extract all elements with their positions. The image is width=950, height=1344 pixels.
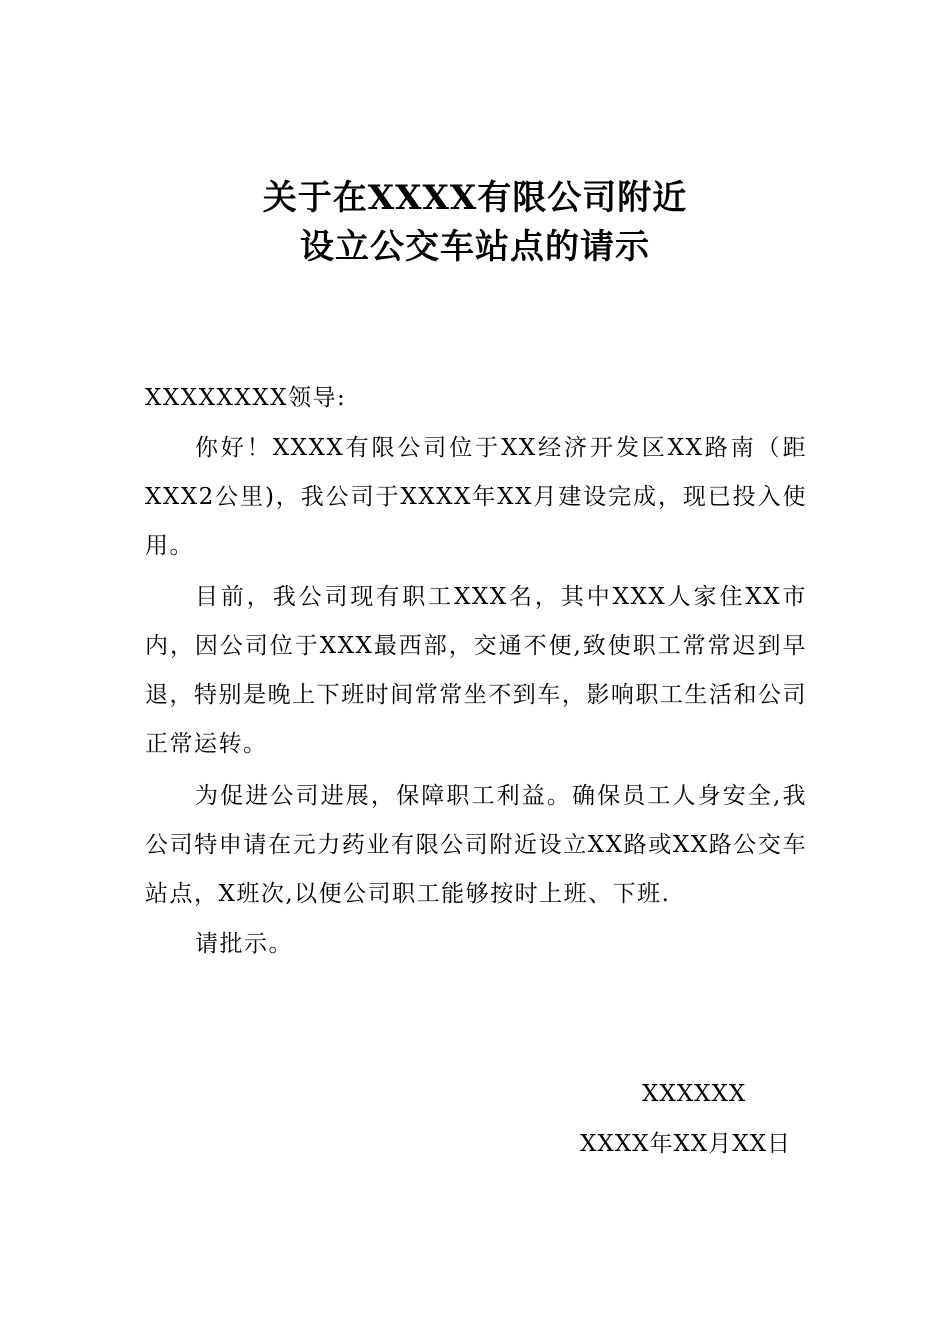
paragraph-2: 目前，我公司现有职工XXX名，其中XXX人家住XX市内，因公司位于XXX最西部，交通不便,致使职工常常迟到早退，特别是晚上下班时间常常坐不到车，影响职工生活和公司正常运转。	[145, 584, 807, 757]
document-title-line-2: 设立公交车站点的请示	[300, 227, 650, 267]
document-title-line-1: 关于在XXXX有限公司附近	[262, 178, 688, 218]
paragraph-4: 请批示。	[195, 931, 293, 957]
paragraph-3: 为促进公司进展，保障职工利益。确保员工人身安全,我公司特申请在元力药业有限公司附近设立XX路或XX路公交车站点，X班次,以便公司职工能够按时上班、下班.	[145, 783, 807, 907]
document-date: XXXX年XX月XX日	[580, 1131, 791, 1157]
paragraph-1: 你好！XXXX有限公司位于XX经济开发区XX路南（距XXX2公里)，我公司于XXXX年XX月建设完成，现已投入使用。	[145, 435, 807, 559]
signer-name: XXXXXX	[642, 1081, 747, 1107]
salutation: XXXXXXXX领导:	[145, 385, 347, 411]
